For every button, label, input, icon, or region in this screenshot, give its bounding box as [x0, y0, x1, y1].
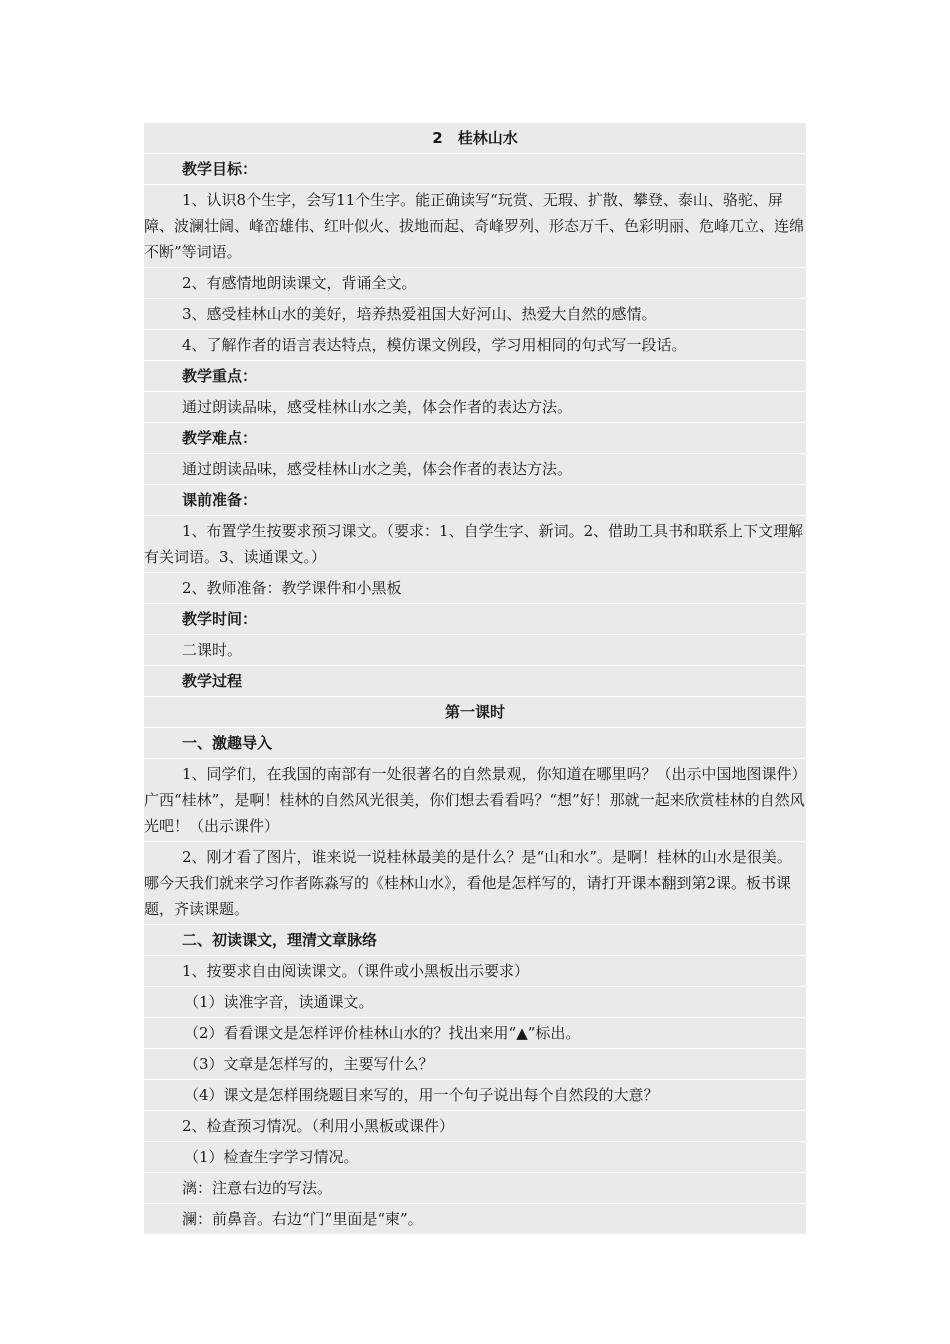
key-points-text: 通过朗读品味，感受桂林山水之美，体会作者的表达方法。	[144, 392, 806, 423]
preparation-item: 2、教师准备：教学课件和小黑板	[144, 573, 806, 604]
preparation-heading: 课前准备：	[144, 485, 806, 516]
key-points-heading: 教学重点：	[144, 361, 806, 392]
lesson-title: 2 桂林山水	[144, 123, 806, 154]
char-note: 漓：注意右边的写法。	[144, 1173, 806, 1204]
difficulty-text: 通过朗读品味，感受桂林山水之美，体会作者的表达方法。	[144, 454, 806, 485]
goal-item: 4、了解作者的语言表达特点，模仿课文例段，学习用相同的句式写一段话。	[144, 330, 806, 361]
goal-item: 3、感受桂林山水的美好，培养热爱祖国大好河山、热爱大自然的感情。	[144, 299, 806, 330]
time-text: 二课时。	[144, 635, 806, 666]
char-note: 澜：前鼻音。右边“门”里面是“柬”。	[144, 1204, 806, 1235]
goals-heading: 教学目标：	[144, 154, 806, 185]
difficulty-heading: 教学难点：	[144, 423, 806, 454]
section2-item: 1、按要求自由阅读课文。（课件或小黑板出示要求）	[144, 956, 806, 987]
goal-item: 1、认识8个生字，会写11个生字。能正确读写“玩赏、无瑕、扩散、攀登、泰山、骆驼、屏障、波澜壮阔、峰峦雄伟、红叶似火、拔地而起、奇峰罗列、形态万千、色彩明丽、危峰兀立、连绵不断”等词语。	[144, 185, 806, 268]
section2-heading: 二、初读课文，理清文章脉络	[144, 925, 806, 956]
goal-item: 2、有感情地朗读课文，背诵全文。	[144, 268, 806, 299]
section1-paragraph: 2、刚才看了图片，谁来说一说桂林最美的是什么？是“山和水”。是啊！桂林的山水是很美。哪今天我们就来学习作者陈淼写的《桂林山水》，看他是怎样写的，请打开课本翻到第2课。板书课题，齐读课题。	[144, 842, 806, 925]
section1-heading: 一、激趣导入	[144, 728, 806, 759]
time-heading: 教学时间：	[144, 604, 806, 635]
section2-item: 2、检查预习情况。（利用小黑板或课件）	[144, 1111, 806, 1142]
section2-subitem: （1）检查生字学习情况。	[144, 1142, 806, 1173]
section2-subitem: （2）看看课文是怎样评价桂林山水的？找出来用“▲”标出。	[144, 1018, 806, 1049]
lesson1-heading: 第一课时	[144, 697, 806, 728]
lesson-plan-document	[144, 123, 806, 1235]
section2-subitem: （3）文章是怎样写的，主要写什么？	[144, 1049, 806, 1080]
section1-paragraph: 1、同学们，在我国的南部有一处很著名的自然景观，你知道在哪里吗？（出示中国地图课件）广西“桂林”，是啊！桂林的自然风光很美，你们想去看看吗？“想”好！那就一起来欣赏桂林的自然风光吧！（出示课件）	[144, 759, 806, 842]
section2-subitem: （1）读准字音，读通课文。	[144, 987, 806, 1018]
preparation-item: 1、布置学生按要求预习课文。（要求：1、自学生字、新词。2、借助工具书和联系上下文理解有关词语。3、读通课文。）	[144, 516, 806, 573]
section2-subitem: （4）课文是怎样围绕题目来写的，用一个句子说出每个自然段的大意？	[144, 1080, 806, 1111]
process-heading: 教学过程	[144, 666, 806, 697]
